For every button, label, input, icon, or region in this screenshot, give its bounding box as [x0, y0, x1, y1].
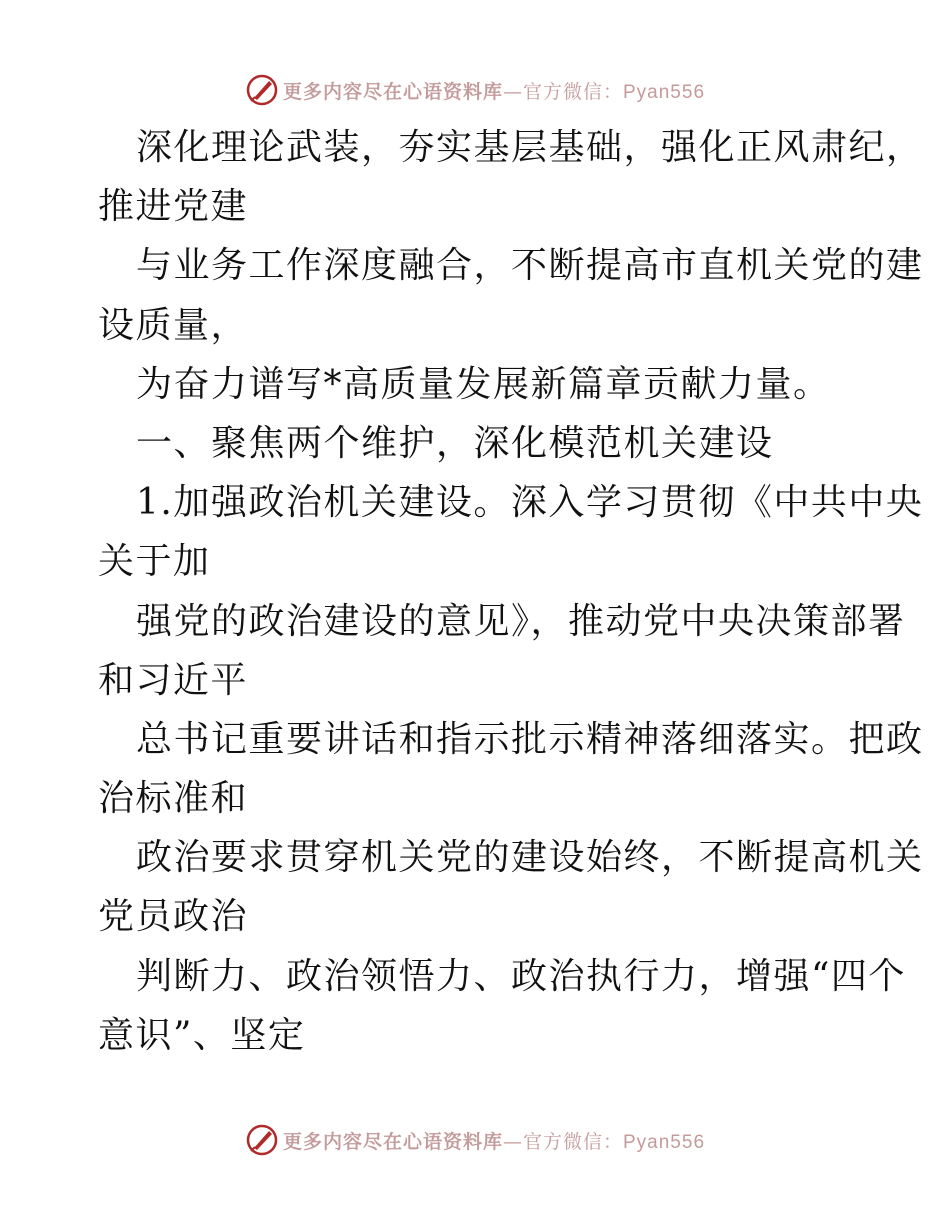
header-banner: [0, 70, 950, 110]
text-line: 总书记重要讲话和指示批示精神落细落实。把政: [136, 718, 924, 760]
text-line: 1.加强政治机关建设。深入学习贯彻《中共中央: [136, 482, 924, 524]
banner-brand: 更多内容尽在心语资料库: [282, 80, 503, 103]
text-line: 强党的政治建设的意见》，推动党中央决策部署: [136, 600, 906, 642]
text-line: 为奋力谱写*高质量发展新篇章贡献力量。: [136, 363, 831, 405]
text-line: 深化理论武装，夯实基层基础，强化正风肃纪，: [136, 127, 924, 168]
section-heading: 一、聚焦两个维护，深化模范机关建设: [136, 422, 774, 464]
text-line: 党员政治: [98, 896, 249, 938]
quill-seal-icon: [245, 73, 279, 107]
text-line: 治标准和: [98, 778, 249, 820]
banner-dash: —: [502, 80, 523, 103]
text-line: 意识”、坚定: [98, 1014, 306, 1056]
banner-wechat-label: 官方微信：: [522, 1130, 623, 1153]
banner-wechat-label: 官方微信：: [522, 80, 623, 103]
text-line: 判断力、政治领悟力、政治执行力，增强“四个: [136, 955, 906, 997]
text-line: 政治要求贯穿机关党的建设始终，不断提高机关: [136, 837, 924, 879]
text-line: 与业务工作深度融合，不断提高市直机关党的建: [136, 245, 924, 287]
banner-text: [283, 77, 705, 104]
banner-brand: 更多内容尽在心语资料库: [282, 1130, 503, 1153]
text-line: 设质量，: [98, 304, 249, 346]
text-line: 和习近平: [98, 659, 249, 701]
text-line: 推进党建: [98, 186, 249, 228]
banner-wechat-id: Pyan556: [623, 81, 706, 103]
banner-text: [283, 1127, 705, 1154]
banner-wechat-id: Pyan556: [623, 1131, 706, 1153]
text-line: 关于加: [98, 541, 211, 583]
banner-dash: —: [502, 1130, 523, 1153]
quill-seal-icon: [245, 1123, 279, 1157]
footer-banner: [0, 1120, 950, 1160]
document-body: [98, 118, 924, 1065]
